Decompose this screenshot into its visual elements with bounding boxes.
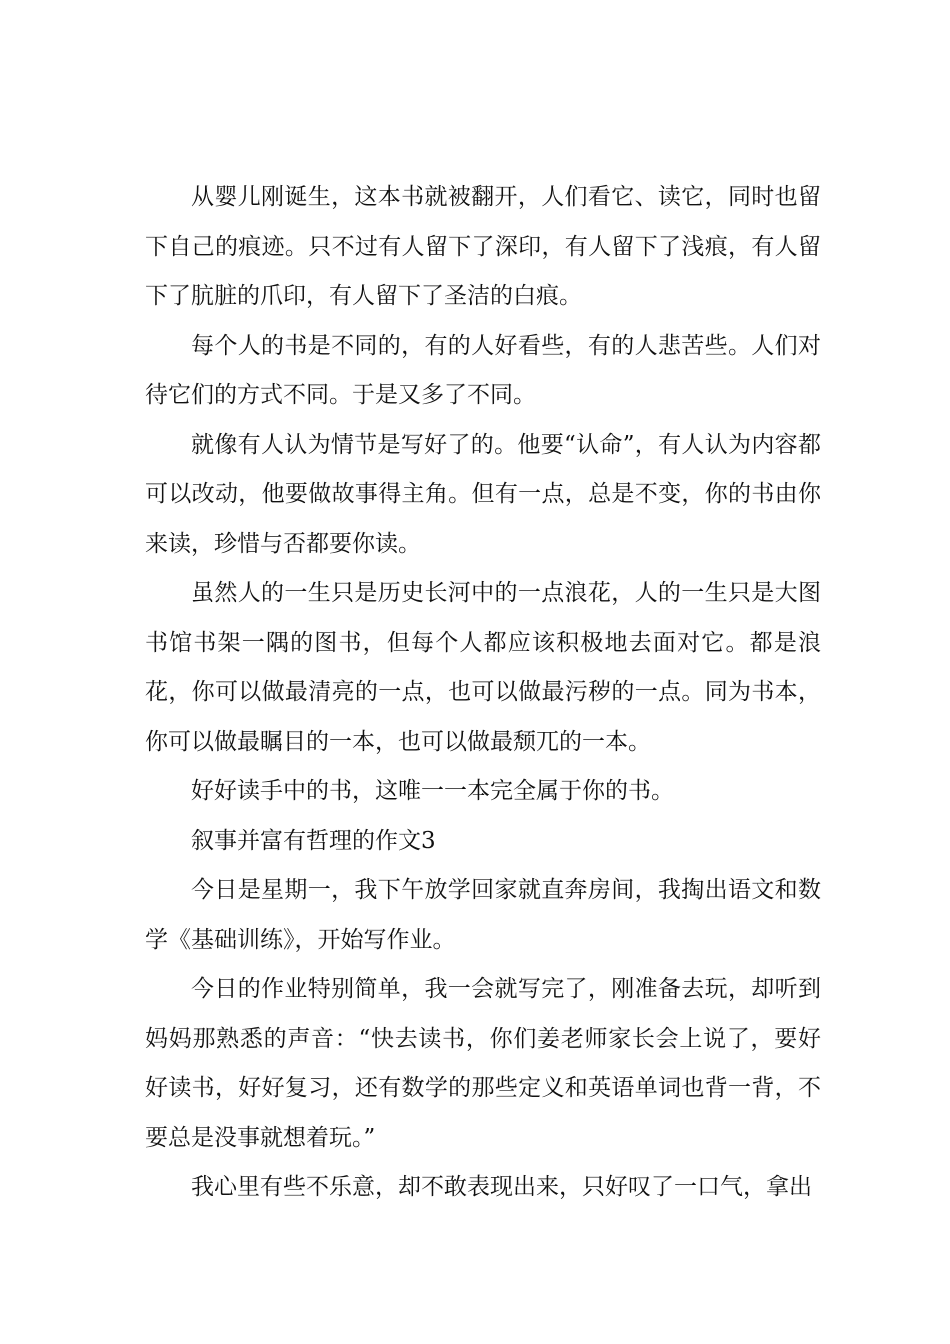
paragraph-7: 今日的作业特别简单，我一会就写完了，刚准备去玩，却听到妈妈那熟悉的声音：“快去读书，你们姜老师家长会上说了，要好好读书，好好复习，还有数学的那些定义和英语单词也背一背，不要总是没事就想着玩。”: [145, 976, 821, 1151]
paragraph-3: 就像有人认为情节是写好了的。他要“认命”，有人认为内容都可以改动，他要做故事得主角。但有一点，总是不变，你的书由你来读，珍惜与否都要你读。: [145, 431, 821, 557]
paragraph-5: 好好读手中的书，这唯一一本完全属于你的书。: [191, 778, 674, 804]
paragraph-4: 虽然人的一生只是历史长河中的一点浪花，人的一生只是大图书馆书架一隅的图书，但每个人都应该积极地去面对它。都是浪花，你可以做最清亮的一点，也可以做最污秽的一点。同为书本，你可以做最瞩目的一本，也可以做最颓兀的一本。: [145, 580, 821, 755]
paragraph-6: 今日是星期一，我下午放学回家就直奔房间，我掏出语文和数学《基础训练》，开始写作业。: [145, 877, 821, 953]
document-page: [145, 173, 821, 1213]
paragraph-8: 我心里有些不乐意，却不敢表现出来，只好叹了一口气，拿出: [191, 1174, 812, 1200]
section-title: 叙事并富有哲理的作文3: [191, 827, 436, 854]
paragraph-1: 从婴儿刚诞生，这本书就被翻开，人们看它、读它，同时也留下自己的痕迹。只不过有人留下了深印，有人留下了浅痕，有人留下了肮脏的爪印，有人留下了圣洁的白痕。: [145, 184, 821, 309]
paragraph-2: 每个人的书是不同的，有的人好看些，有的人悲苦些。人们对待它们的方式不同。于是又多了不同。: [145, 332, 821, 408]
